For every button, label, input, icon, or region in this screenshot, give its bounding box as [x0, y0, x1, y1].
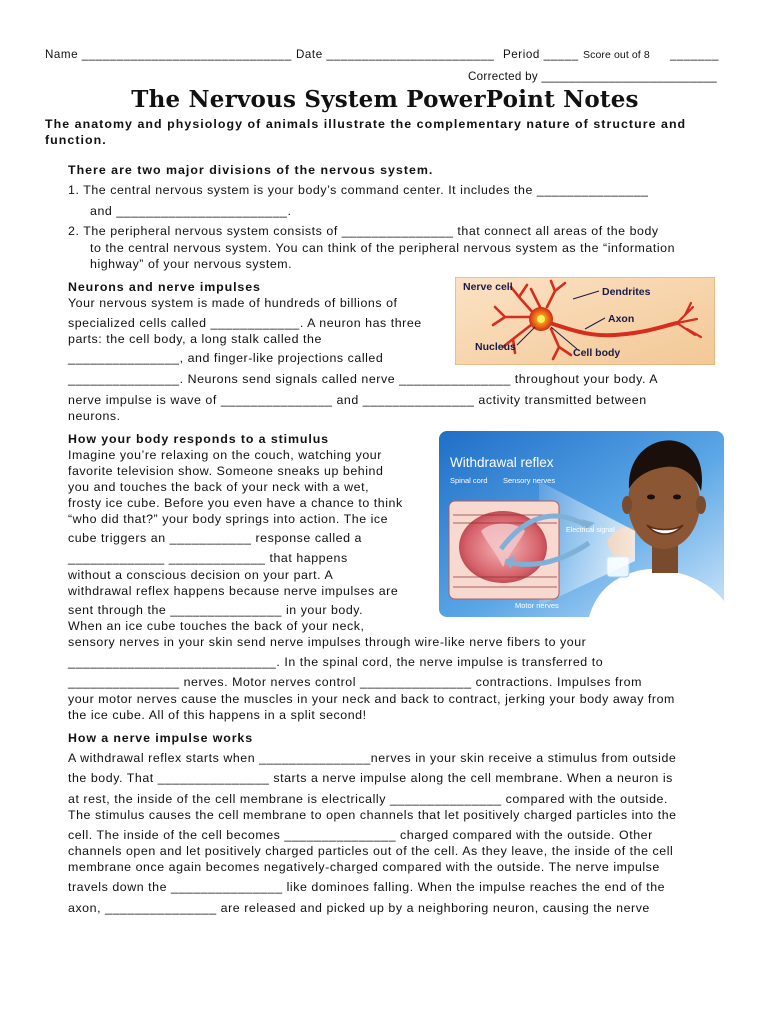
neuron-figure [455, 277, 715, 365]
response-line: “who did that?” your body springs into action. The ice [68, 512, 389, 526]
neurons-line: _______________, and finger-like projections called [68, 351, 384, 365]
intro-line-1: The anatomy and physiology of animals illustrate the complementary nature of structure and [45, 117, 687, 131]
response-line: sensory nerves in your skin send nerve impulses through wire-like nerve fibers to your [68, 635, 587, 649]
name-field: Name ______________________________ [45, 48, 292, 61]
neurons-line: _______________. Neurons send signals called nerve _______________ throughout your body. A [68, 372, 659, 386]
response-line: When an ice cube touches the back of your neck, [68, 619, 365, 633]
neurons-line: nerve impulse is wave of _______________ and _______________ activity transmitted between [68, 393, 647, 407]
response-line: you and touches the back of your neck with a wet, [68, 480, 370, 494]
neurons-heading: Neurons and nerve impulses [68, 280, 261, 294]
label-ice: Ice [629, 589, 640, 598]
impulse-line: travels down the _______________ like dominoes falling. When the impulse reaches the end of the [68, 880, 666, 894]
impulse-line: the body. That _______________ starts a nerve impulse along the cell membrane. When a neuron is [68, 771, 673, 785]
response-line: without a conscious decision on your part. A [68, 568, 334, 582]
impulse-line: membrane once again becomes negatively-charged compared with the outside. The nerve impulse [68, 860, 660, 874]
response-line: _____________ _____________ that happens [68, 551, 348, 565]
divisions-line: highway” of your nervous system. [90, 257, 293, 271]
impulse-line: at rest, the inside of the cell membrane is electrically _______________ compared with the outside. [68, 792, 668, 806]
response-line: withdrawal reflex happens because nerve impulses are [68, 584, 399, 598]
score-blank: _______ [670, 48, 719, 61]
label-withdrawal-reflex: Withdrawal reflex [450, 455, 554, 470]
response-line: cube triggers an ___________ response called a [68, 531, 362, 545]
impulse-line: channels open and let positively charged particles out of the cell. As they leave, the inside of the cell [68, 844, 674, 858]
score-label: Score out of 8 [583, 49, 650, 61]
label-nucleus: Nucleus [475, 341, 516, 353]
label-motor-nerves: Motor nerves [515, 601, 559, 610]
label-nerve-cell: Nerve cell [463, 281, 513, 293]
label-electrical-signal: Electrical signal [566, 527, 615, 534]
page-title: The Nervous System PowerPoint Notes [131, 86, 639, 113]
divisions-line: and _______________________. [90, 204, 292, 218]
corrected-by-field: Corrected by __________________________ [468, 70, 717, 83]
response-line: Imagine you’re relaxing on the couch, watching your [68, 448, 382, 462]
response-line: sent through the _______________ in your body. [68, 603, 364, 617]
label-sensory-nerves: Sensory nerves [503, 476, 556, 485]
impulse-line: cell. The inside of the cell becomes _______________ charged compared with the outside. Other [68, 828, 653, 842]
response-line: the ice cube. All of this happens in a split second! [68, 708, 367, 722]
response-line: favorite television show. Someone sneaks up behind [68, 464, 384, 478]
intro-line-2: function. [45, 133, 107, 147]
label-cell-body: Cell body [573, 347, 621, 359]
divisions-line: 1. The central nervous system is your body’s command center. It includes the _______________ [68, 183, 649, 197]
divisions-heading: There are two major divisions of the nervous system. [68, 163, 434, 177]
response-line: ____________________________. In the spinal cord, the nerve impulse is transferred to [68, 655, 604, 669]
impulse-heading: How a nerve impulse works [68, 731, 254, 745]
impulse-line: axon, _______________ are released and picked up by a neighboring neuron, causing the nerve [68, 901, 650, 915]
label-spinal-cord: Spinal cord [450, 476, 488, 485]
response-line: _______________ nerves. Motor nerves control _______________ contractions. Impulses from [68, 675, 642, 689]
impulse-line: A withdrawal reflex starts when _______________nerves in your skin receive a stimulus from outside [68, 751, 677, 765]
neurons-line: Your nervous system is made of hundreds of billions of [68, 296, 398, 310]
label-dendrites: Dendrites [602, 286, 651, 298]
divisions-line: 2. The peripheral nervous system consists of _______________ that connect all areas of the body [68, 224, 659, 238]
impulse-line: The stimulus causes the cell membrane to open channels that let positively charged particles into the [68, 808, 677, 822]
neurons-line: parts: the cell body, a long stalk called the [68, 332, 322, 346]
divisions-line: to the central nervous system. You can think of the peripheral nervous system as the “information [90, 241, 676, 255]
withdrawal-reflex-figure [439, 431, 724, 617]
neurons-line: neurons. [68, 409, 121, 423]
response-line: your motor nerves cause the muscles in your neck and back to contract, jerking your body away from [68, 692, 675, 706]
response-line: frosty ice cube. Before you even have a chance to think [68, 496, 403, 510]
period-field: Period _____ [503, 48, 579, 61]
label-axon: Axon [608, 313, 635, 325]
neurons-line: specialized cells called ____________. A neuron has three [68, 316, 422, 330]
response-heading: How your body responds to a stimulus [68, 432, 329, 446]
date-field: Date ________________________ [296, 48, 495, 61]
